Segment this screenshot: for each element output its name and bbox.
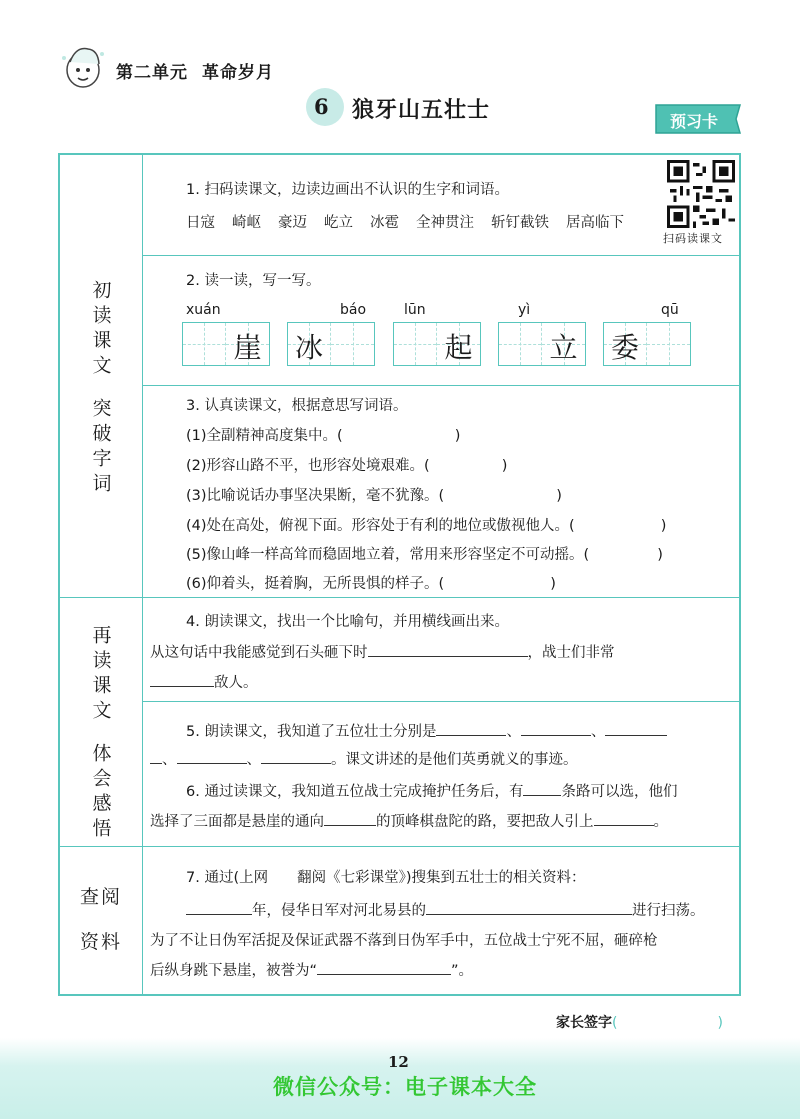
definition-item: (4)处在高处，俯视下面。形容处于有利的地位或傲视他人。( ) xyxy=(186,514,666,535)
writing-grid xyxy=(603,322,691,366)
question-7-line: 为了不让日伪军活捉及保证武器不落到日伪军手中，五位战士宁死不屈，砸碎枪 xyxy=(150,933,658,949)
question-7-prompt: 7. 通过(上网 翻阅《七彩课堂》)搜集到五壮士的相关资料： xyxy=(186,870,586,886)
unit-theme: 革命岁月 xyxy=(202,63,274,83)
answer-blank[interactable] xyxy=(444,486,556,501)
question-divider xyxy=(142,701,739,702)
question-4-prompt: 4. 朗读课文，找出一个比喻句，并用横线画出来。 xyxy=(186,614,509,630)
mascot-illustration xyxy=(58,40,108,90)
definition-item: (1)全副精神高度集中。( ) xyxy=(186,424,460,445)
definition-item: (3)比喻说话办事坚决果断，毫不犹豫。( ) xyxy=(186,484,562,505)
question-7-line: 后纵身跳下悬崖，被誉为“ ”。 xyxy=(150,959,473,980)
section-divider xyxy=(60,597,739,598)
page-number: 12 xyxy=(388,1053,409,1071)
writing-cell[interactable] xyxy=(499,323,542,365)
answer-blank[interactable] xyxy=(521,721,591,737)
writing-cell[interactable]: 崖 xyxy=(226,323,269,365)
section-label-line: 初读课文 xyxy=(89,280,112,380)
answer-blank[interactable] xyxy=(368,642,528,658)
vocab-word: 屹立 xyxy=(324,215,353,231)
writing-cell[interactable] xyxy=(394,323,437,365)
answer-blank[interactable] xyxy=(150,749,162,765)
pinyin-hint: xuán xyxy=(186,302,221,318)
vocabulary-list xyxy=(186,211,624,232)
question-3-prompt: 3. 认真读课文，根据意思写词语。 xyxy=(186,398,408,414)
section-divider xyxy=(60,846,739,847)
preview-card-tag xyxy=(652,101,744,137)
qr-caption: 扫码读课文 xyxy=(663,232,723,245)
writing-grid xyxy=(182,322,270,366)
lesson-number: 6 xyxy=(314,94,329,119)
parent-signature-label: 家长签字 xyxy=(556,1015,612,1031)
pinyin-hint: yì xyxy=(518,302,531,318)
pinyin-hint: báo xyxy=(340,302,367,318)
question-6-line: 6. 通过读课文，我知道五位战士完成掩护任务后，有 条路可以选，他们 xyxy=(186,780,677,801)
parent-signature: 家长签字( ) xyxy=(556,1015,723,1031)
section-label-research xyxy=(60,882,142,954)
answer-blank[interactable] xyxy=(575,516,661,531)
question-2-prompt: 2. 读一读，写一写。 xyxy=(186,273,321,289)
answer-blank[interactable] xyxy=(426,900,632,916)
vocab-word: 全神贯注 xyxy=(416,215,474,231)
answer-blank[interactable] xyxy=(150,672,214,688)
pinyin-hint: lūn xyxy=(404,302,426,318)
writing-cell[interactable] xyxy=(183,323,226,365)
writing-cell[interactable]: 冰 xyxy=(288,323,331,365)
writing-cell[interactable]: 委 xyxy=(604,323,647,365)
qr-code-icon[interactable] xyxy=(667,160,735,228)
definition-item: (6)仰着头，挺着胸，无所畏惧的样子。( ) xyxy=(186,572,556,593)
question-7-line: 年，侵华日军对河北易县的 进行扫荡。 xyxy=(186,899,705,920)
watermark-text: 微信公众号：电子课本大全 xyxy=(273,1075,537,1099)
writing-cell[interactable]: 起 xyxy=(437,323,480,365)
question-4-line: 敌人。 xyxy=(150,671,258,692)
pinyin-hint: qū xyxy=(661,302,679,318)
answer-blank[interactable] xyxy=(261,749,331,765)
writing-grid xyxy=(393,322,481,366)
answer-blank[interactable] xyxy=(343,426,455,441)
preview-card-label: 预习卡 xyxy=(670,112,719,131)
question-divider xyxy=(142,385,739,386)
section-label-line: 资料 xyxy=(79,931,122,953)
writing-cell[interactable] xyxy=(647,323,690,365)
question-6-line: 选择了三面都是悬崖的通向 的顶峰棋盘陀的路，要把敌人引上 。 xyxy=(150,810,668,831)
vocab-word: 日寇 xyxy=(186,215,215,231)
answer-blank[interactable] xyxy=(589,545,657,560)
unit-name: 第二单元 xyxy=(116,63,188,83)
answer-blank[interactable] xyxy=(436,721,506,737)
section-label-line: 突破字词 xyxy=(89,398,112,498)
section-label-line: 再读课文 xyxy=(89,625,112,725)
answer-blank[interactable] xyxy=(444,574,550,589)
definition-item: (2)形容山路不平，也形容处境艰难。( ) xyxy=(186,454,507,475)
section-label-line: 体会感悟 xyxy=(89,743,112,843)
vocab-word: 崎岖 xyxy=(232,215,261,231)
answer-blank[interactable] xyxy=(523,781,561,797)
answer-blank[interactable] xyxy=(605,721,667,737)
vocab-word: 冰雹 xyxy=(370,215,399,231)
label-column-divider xyxy=(142,155,143,994)
answer-blank[interactable] xyxy=(186,900,252,916)
answer-blank[interactable] xyxy=(177,749,247,765)
section-label-line: 查阅 xyxy=(79,886,122,908)
answer-blank[interactable] xyxy=(317,960,451,976)
writing-cell[interactable]: 立 xyxy=(542,323,585,365)
lesson-name: 狼牙山五壮士 xyxy=(352,96,491,123)
section-label-second-reading xyxy=(60,625,142,843)
unit-title xyxy=(116,58,274,83)
writing-grid xyxy=(287,322,375,366)
vocab-word: 豪迈 xyxy=(278,215,307,231)
signature-field[interactable] xyxy=(617,1013,717,1027)
answer-blank[interactable] xyxy=(324,811,376,827)
lesson-title xyxy=(300,88,490,128)
section-label-first-reading xyxy=(60,280,142,498)
question-4-line: 从这句话中我能感觉到石头砸下时 ，战士们非常 xyxy=(150,641,615,662)
definition-item: (5)像山峰一样高耸而稳固地立着，常用来形容坚定不可动摇。( ) xyxy=(186,543,663,564)
answer-blank[interactable] xyxy=(594,811,654,827)
answer-blank[interactable] xyxy=(430,456,502,471)
vocab-word: 斩钉截铁 xyxy=(491,215,549,231)
lesson-number-badge xyxy=(300,88,344,128)
question-5-line: 、 、 。课文讲述的是他们英勇就义的事迹。 xyxy=(150,748,578,769)
vocab-word: 居高临下 xyxy=(566,215,624,231)
writing-grid xyxy=(498,322,586,366)
writing-cell[interactable] xyxy=(331,323,374,365)
question-5-line: 5. 朗读课文，我知道了五位壮士分别是 、 、 xyxy=(186,720,667,741)
question-1-prompt: 1. 扫码读课文，边读边画出不认识的生字和词语。 xyxy=(186,182,509,198)
question-divider xyxy=(142,255,739,256)
